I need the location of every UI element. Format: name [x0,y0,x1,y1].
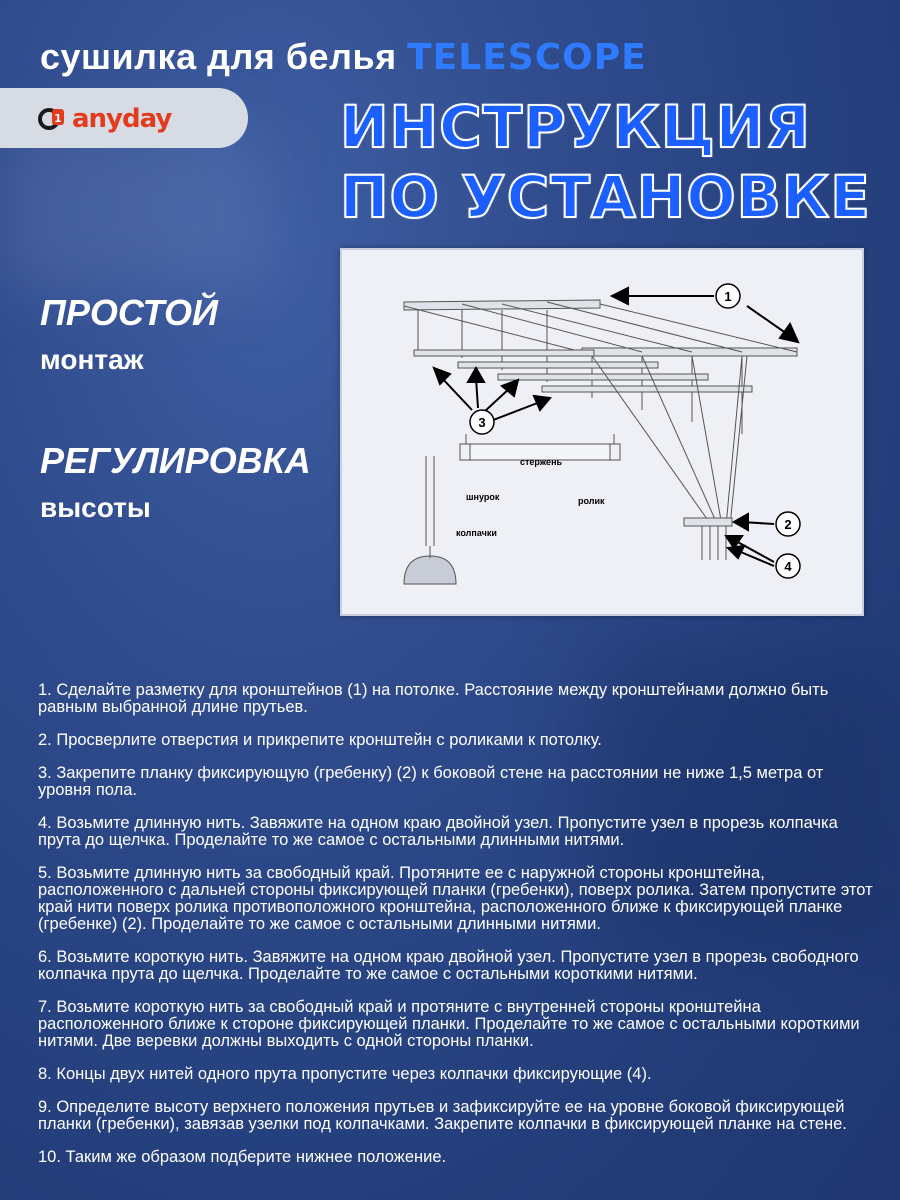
product-title-prefix: сушилка для белья [40,36,397,77]
cord-label: шнурок [466,492,500,502]
drying-rod-2 [458,362,658,368]
callout-4-label: 4 [784,559,792,574]
callout-1-label: 1 [724,289,732,304]
product-title [40,36,647,78]
logo-text: anyday [72,104,172,134]
feature-2-title: РЕГУЛИРОВКА [40,440,311,481]
step-9: 9. Определите высоту верхнего положения прутьев и зафиксируйте ее на уровне боковой фиксирующей планки (гребенки), завязав узелки под колпачками. Закрепите колпачки в фиксирующей планке на стене. [38,1098,847,1133]
caps-label: колпачки [456,528,497,538]
step-10: 10. Таким же образом подберите нижнее положение. [38,1148,447,1166]
step-7: 7. Возьмите короткую нить за свободный край и протяните с внутренней стороны кронштейна расположенного ближе к стороне фиксирующей планки. Проделайте то же самое с остальными короткими нитями. Две веревки должны выходить с одной стороны планки. [38,998,860,1050]
step-8: 8. Концы двух нитей одного прута пропустите через колпачки фиксирующие (4). [38,1065,652,1083]
feature-1-title: ПРОСТОЙ [40,292,218,333]
bracket-right [582,348,797,356]
callout-2-label: 2 [784,517,792,532]
step-4: 4. Возьмите длинную нить. Завяжите на одном краю двойной узел. Пропустите узел в прорезь колпачка прута до щелчка. Проделайте то же самое с остальными длинными нитями. [38,814,838,849]
svg-text:1: 1 [54,112,62,125]
diagram-drawing [342,250,862,614]
fixing-plank [684,518,732,526]
drying-rod-4 [542,386,752,392]
instruction-steps [38,682,878,1182]
installation-diagram [340,248,864,616]
step-6: 6. Возьмите короткую нить. Завяжите на одном краю двойной узел. Пропустите узел в прорезь свободного колпачка прута до щелчка. Проделайте то же самое с остальными короткими нитями. [38,948,859,983]
headline-line-2: ПО УСТАНОВКЕ [340,163,871,231]
anyday-logo-icon [38,106,68,132]
drying-rod-3 [498,374,708,380]
brand-logo [38,106,171,132]
step-3: 3. Закрепите планку фиксирующую (гребенку) (2) к боковой стене на расстоянии не ниже 1,5 метра от уровня пола. [38,764,824,799]
rod-label: стержень [520,457,563,467]
page-headline [340,92,880,232]
feature-1-subtitle: монтаж [40,344,144,375]
step-1: 1. Сделайте разметку для кронштейнов (1) на потолке. Расстояние между кронштейнами должно быть равным выбранной длине прутьев. [38,681,829,716]
roller-label: ролик [578,496,605,506]
drying-rod-1 [414,350,594,356]
headline-line-1: ИНСТРУКЦИЯ [340,93,811,161]
callout-3-label: 3 [478,415,486,430]
feature-2-subtitle: высоты [40,492,151,523]
step-5: 5. Возьмите длинную нить за свободный край. Протяните ее с наружной стороны кронштейна, расположенного с дальней стороны фиксирующей планки (гребенки), поверх ролика. Затем пропустите этот край нити поверх ролика противоположного кронштейна, расположенного ближе к фиксирующей планке (гребенке) (2). Проделайте то же самое с остальными длинными нитями. [38,864,873,933]
step-2: 2. Просверлите отверстия и прикрепите кронштейн с роликами к потолку. [38,731,602,749]
product-brand: TELESCOPE [407,37,647,78]
